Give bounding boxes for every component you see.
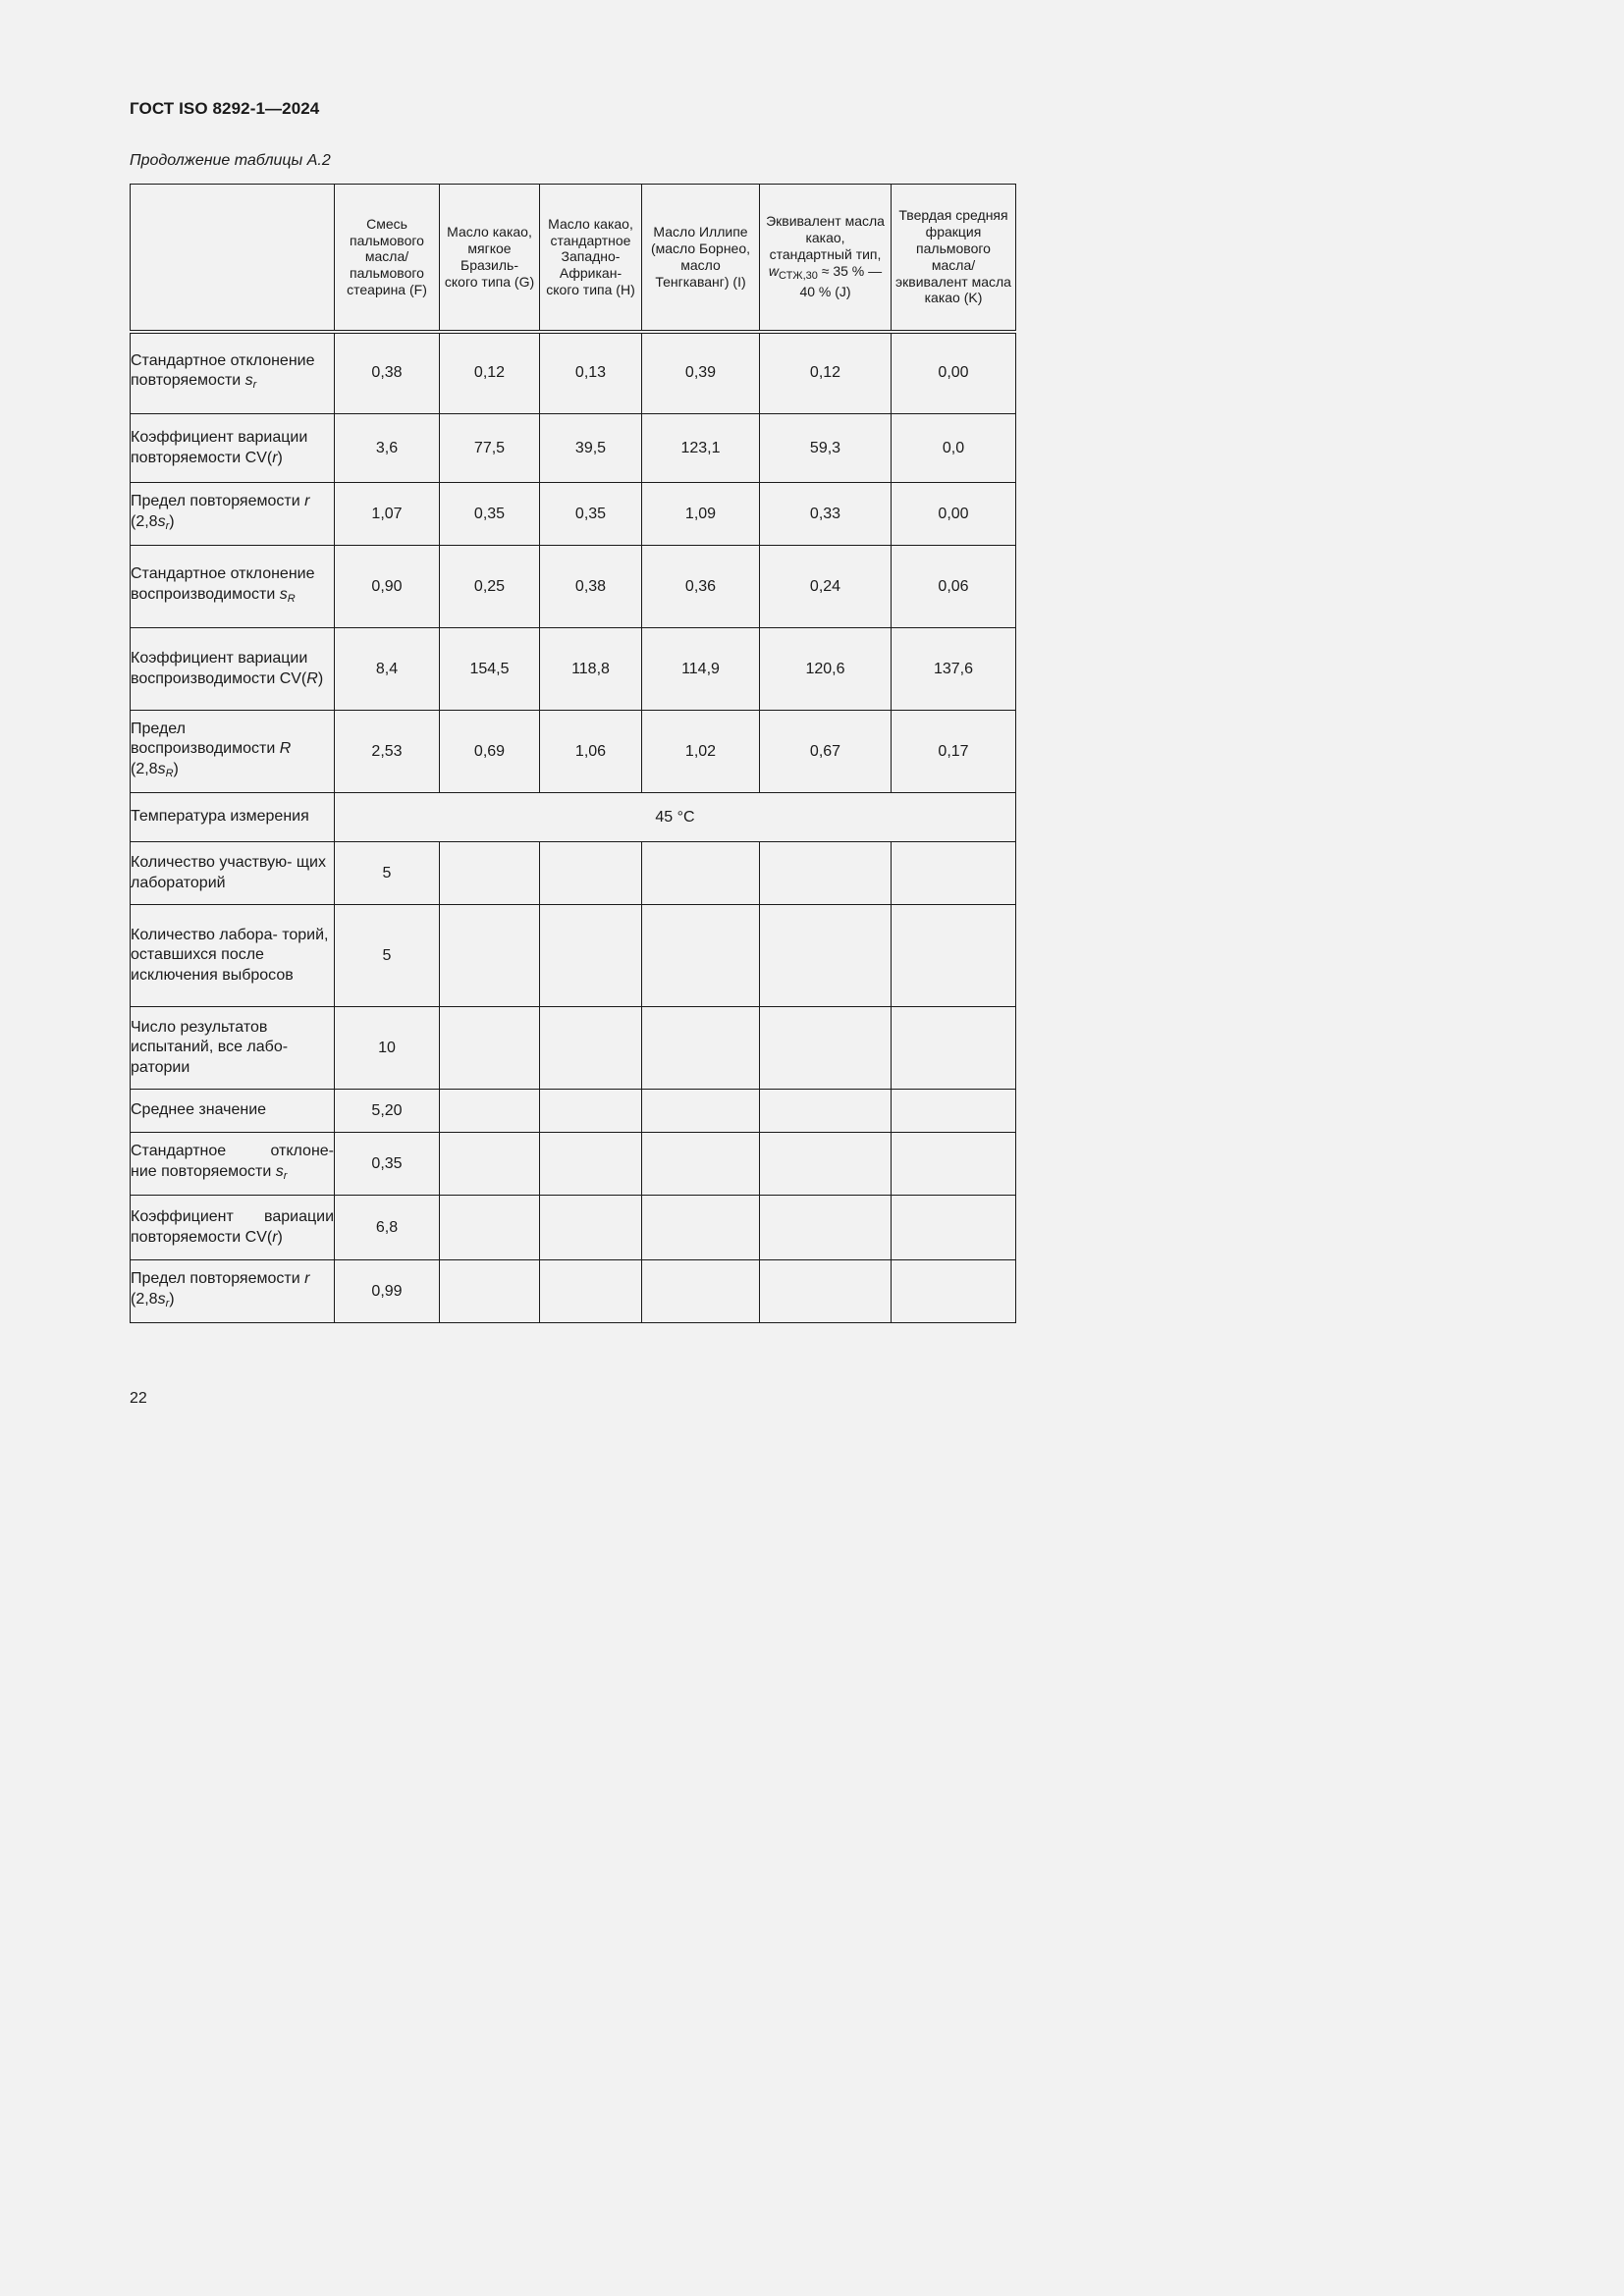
cell-value: 0,35 bbox=[440, 483, 540, 546]
column-header-j-range: ≈ 35 % — 40 % (J) bbox=[799, 262, 883, 300]
table-row bbox=[131, 1133, 1016, 1196]
column-header-k: Твердая средняя фракция пальмового масла/ эквивалент масла какао (K) bbox=[892, 185, 1016, 332]
cell-value bbox=[540, 842, 642, 905]
cell-value bbox=[642, 1196, 760, 1260]
cell-value: 154,5 bbox=[440, 628, 540, 711]
cell-value bbox=[440, 905, 540, 1007]
cell-value: 0,35 bbox=[335, 1133, 440, 1196]
cell-value: 1,06 bbox=[540, 711, 642, 793]
cell-value bbox=[892, 1260, 1016, 1323]
cell-value: 123,1 bbox=[642, 414, 760, 483]
cell-value bbox=[540, 1090, 642, 1133]
table-row bbox=[131, 1007, 1016, 1090]
cell-value bbox=[642, 1133, 760, 1196]
cell-value: 114,9 bbox=[642, 628, 760, 711]
cell-value bbox=[440, 1260, 540, 1323]
row-label: Среднее значение bbox=[131, 1090, 335, 1133]
cell-value: 137,6 bbox=[892, 628, 1016, 711]
cell-value: 0,12 bbox=[760, 332, 892, 414]
table-row bbox=[131, 842, 1016, 905]
cell-value: 1,02 bbox=[642, 711, 760, 793]
cell-value bbox=[760, 842, 892, 905]
cell-value bbox=[642, 842, 760, 905]
cell-value: 77,5 bbox=[440, 414, 540, 483]
cell-value bbox=[892, 905, 1016, 1007]
cell-value bbox=[642, 1260, 760, 1323]
row-label: Число результатов испытаний, все лабо- ратории bbox=[131, 1007, 335, 1090]
cell-value: 0,67 bbox=[760, 711, 892, 793]
cell-value: 0,69 bbox=[440, 711, 540, 793]
cell-value: 0,38 bbox=[540, 546, 642, 628]
row-label: Стандартное отклонение воспроизводимости $s_R$ bbox=[131, 546, 335, 628]
cell-value: 1,07 bbox=[335, 483, 440, 546]
column-header-j-text: Эквивалент масла какао, стандартный тип, bbox=[766, 213, 885, 262]
cell-value: 118,8 bbox=[540, 628, 642, 711]
cell-value: 0,25 bbox=[440, 546, 540, 628]
cell-value: 0,90 bbox=[335, 546, 440, 628]
cell-value: 0,99 bbox=[335, 1260, 440, 1323]
cell-value: 0,39 bbox=[642, 332, 760, 414]
row-label: Стандартное отклонение повторяемости $s_r$ bbox=[131, 332, 335, 414]
row-label: Стандартное отклоне- ние повторяемости $s_r$ bbox=[131, 1133, 335, 1196]
cell-value bbox=[642, 1090, 760, 1133]
table-row bbox=[131, 332, 1016, 414]
table-row bbox=[131, 1260, 1016, 1323]
row-label: Коэффициент вариации воспроизводимости CV(R) bbox=[131, 628, 335, 711]
cell-value bbox=[440, 1007, 540, 1090]
cell-value bbox=[760, 1260, 892, 1323]
cell-value: 0,36 bbox=[642, 546, 760, 628]
cell-value: 120,6 bbox=[760, 628, 892, 711]
cell-value: 0,00 bbox=[892, 332, 1016, 414]
cell-value: 8,4 bbox=[335, 628, 440, 711]
row-label: Коэффициент вариации повторяемости CV(r) bbox=[131, 1196, 335, 1260]
table-row bbox=[131, 483, 1016, 546]
cell-value bbox=[760, 905, 892, 1007]
table-row bbox=[131, 1196, 1016, 1260]
cell-value: 6,8 bbox=[335, 1196, 440, 1260]
cell-value bbox=[540, 905, 642, 1007]
cell-value bbox=[892, 1133, 1016, 1196]
column-header-j-symbol: w bbox=[768, 262, 779, 279]
cell-value: 5 bbox=[335, 842, 440, 905]
column-header-f: Смесь пальмового масла/ пальмового стеарина (F) bbox=[335, 185, 440, 332]
row-label: Предел повторяемости r $(2,8s_r)$ bbox=[131, 483, 335, 546]
cell-value bbox=[892, 842, 1016, 905]
cell-value: 0,0 bbox=[892, 414, 1016, 483]
table-row bbox=[131, 414, 1016, 483]
column-header-g: Масло какао, мягкое Бразиль- ского типа (G) bbox=[440, 185, 540, 332]
cell-value: 0,17 bbox=[892, 711, 1016, 793]
page-number: 22 bbox=[130, 1390, 147, 1407]
cell-value bbox=[642, 1007, 760, 1090]
cell-value: 59,3 bbox=[760, 414, 892, 483]
cell-value bbox=[440, 1196, 540, 1260]
column-header-j-subscript: СТЖ,30 bbox=[778, 269, 818, 282]
column-header-h: Масло какао, стандартное Западно- Африкан- ского типа (H) bbox=[540, 185, 642, 332]
cell-value bbox=[440, 842, 540, 905]
table-row bbox=[131, 546, 1016, 628]
cell-value: 0,13 bbox=[540, 332, 642, 414]
table-row bbox=[131, 1090, 1016, 1133]
cell-value: 2,53 bbox=[335, 711, 440, 793]
cell-value bbox=[440, 1133, 540, 1196]
table-header-row bbox=[131, 185, 1016, 332]
cell-value: 0,00 bbox=[892, 483, 1016, 546]
cell-value bbox=[760, 1196, 892, 1260]
column-header-i: Масло Иллипе (масло Борнео, масло Тенгкаванг) (I) bbox=[642, 185, 760, 332]
row-label: Количество участвую- щих лабораторий bbox=[131, 842, 335, 905]
table-row bbox=[131, 905, 1016, 1007]
header-corner-cell bbox=[131, 185, 335, 332]
cell-value bbox=[540, 1007, 642, 1090]
cell-value: 0,12 bbox=[440, 332, 540, 414]
row-label: Предел повторяемости r $(2,8s_r)$ bbox=[131, 1260, 335, 1323]
cell-value bbox=[892, 1090, 1016, 1133]
cell-value bbox=[540, 1196, 642, 1260]
table-row bbox=[131, 793, 1016, 842]
cell-value bbox=[760, 1090, 892, 1133]
cell-value bbox=[540, 1260, 642, 1323]
cell-value bbox=[760, 1007, 892, 1090]
cell-value: 0,24 bbox=[760, 546, 892, 628]
cell-value bbox=[760, 1133, 892, 1196]
cell-value bbox=[892, 1007, 1016, 1090]
column-header-j bbox=[760, 185, 892, 332]
row-label: Количество лабора- торий, оставшихся после исключения выбросов bbox=[131, 905, 335, 1007]
cell-value: 0,33 bbox=[760, 483, 892, 546]
cell-value: 39,5 bbox=[540, 414, 642, 483]
cell-value bbox=[892, 1196, 1016, 1260]
row-label: Температура измерения bbox=[131, 793, 335, 842]
cell-value: 1,09 bbox=[642, 483, 760, 546]
document-code-header: ГОСТ ISO 8292-1—2024 bbox=[130, 99, 320, 118]
cell-value: 5,20 bbox=[335, 1090, 440, 1133]
cell-value: 0,35 bbox=[540, 483, 642, 546]
cell-value: 3,6 bbox=[335, 414, 440, 483]
row-label: Коэффициент вариации повторяемости CV(r) bbox=[131, 414, 335, 483]
precision-table bbox=[130, 184, 1016, 1323]
cell-value bbox=[642, 905, 760, 1007]
cell-value: 0,38 bbox=[335, 332, 440, 414]
cell-value: 5 bbox=[335, 905, 440, 1007]
row-label: Предел воспроизводимости R $(2,8s_R)$ bbox=[131, 711, 335, 793]
table-row bbox=[131, 711, 1016, 793]
cell-value bbox=[540, 1133, 642, 1196]
merged-temperature-cell: 45 °C bbox=[335, 793, 1016, 842]
cell-value: 10 bbox=[335, 1007, 440, 1090]
cell-value: 0,06 bbox=[892, 546, 1016, 628]
table-caption: Продолжение таблицы А.2 bbox=[130, 152, 331, 169]
cell-value bbox=[440, 1090, 540, 1133]
table-row bbox=[131, 628, 1016, 711]
